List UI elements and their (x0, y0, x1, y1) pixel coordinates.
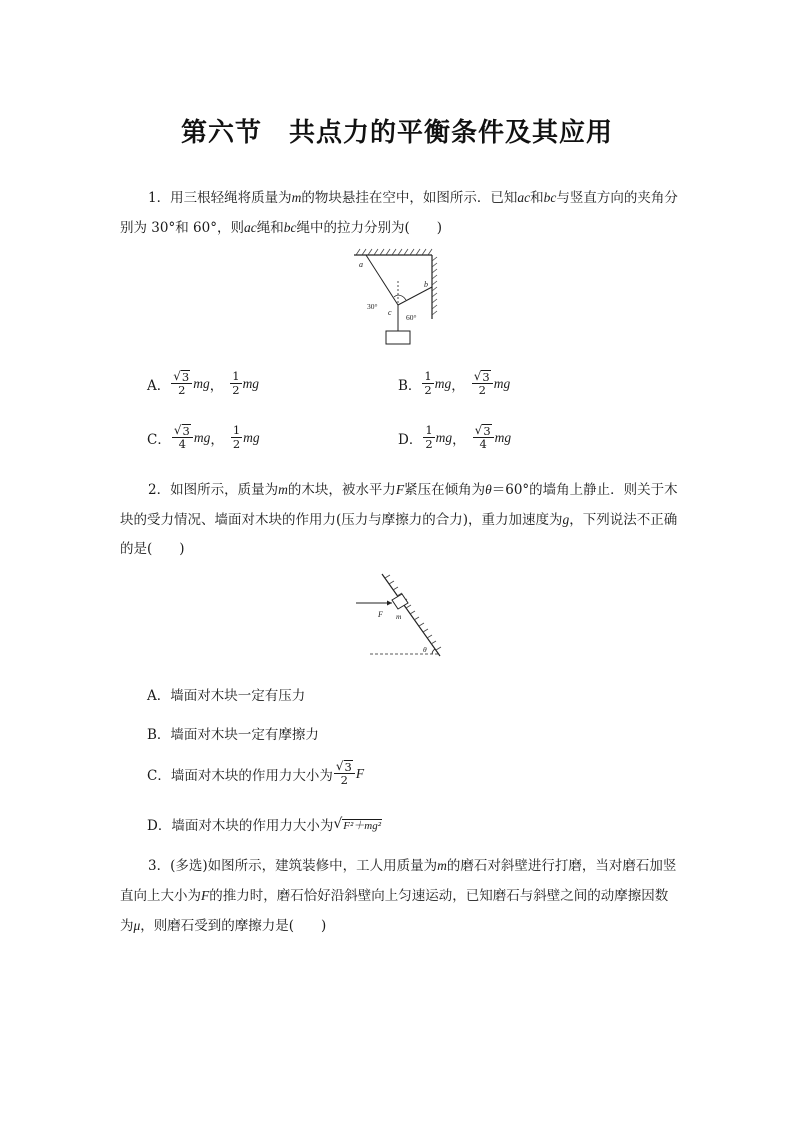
q3-text-c: 的推力时，磨石恰好沿斜壁向上匀速运动，已知磨石与斜壁之间的动摩擦因数为 (120, 888, 669, 934)
q2-label-theta: θ (423, 645, 427, 654)
q1-option-c-frac1: √ 3 4 (172, 424, 193, 451)
q1-option-b-frac1: $\frac{1}{2}$ (424, 369, 432, 397)
q1-block (386, 331, 410, 344)
page-title: 第六节 共点力的平衡条件及其应用 (180, 118, 613, 148)
q1-label-c: c (388, 308, 392, 317)
q2-option-d[interactable] (147, 814, 382, 834)
q2-incline-hatch (385, 575, 441, 650)
q1-option-b-comma: ， (451, 377, 465, 394)
q1-var-bc-2: bc (283, 220, 297, 235)
q1-option-c-mg1: mg (193, 429, 211, 445)
q2-label-F: F (378, 610, 383, 619)
q2-option-b[interactable] (147, 723, 319, 743)
q1-angle-arc-30 (394, 295, 398, 297)
q3-var-m: m (437, 858, 447, 873)
q1-option-c-comma: ， (210, 431, 224, 448)
q1-option-d-frac2: √ 3 4 (473, 424, 494, 451)
q1-option-b-mg2: mg (493, 375, 511, 391)
q2-option-a-text: 墙面对木块一定有压力 (170, 688, 306, 704)
q1-wall-hatch (432, 257, 437, 315)
q1-option-a-comma: ， (209, 377, 224, 394)
q3-text-b: 的磨石对斜壁进行打磨，当对磨石加竖直向上大小为 (120, 858, 677, 904)
q3-var-F: F (201, 888, 210, 903)
question-2-stem (120, 475, 680, 564)
q1-option-d-frac1: $\frac{1}{2}$ (425, 423, 433, 451)
q2-option-c[interactable] (147, 760, 364, 787)
q1-option-b-mg1: mg (434, 375, 452, 391)
q2-option-a[interactable] (147, 684, 305, 704)
q2-option-c-F: F (355, 765, 365, 781)
q1-text-c: 与竖直方向的夹角分别为 30°和 60°，则 (120, 190, 678, 236)
q1-option-a[interactable] (147, 370, 259, 397)
question-3-stem (120, 851, 680, 941)
q1-option-c-mg2: mg (243, 429, 260, 445)
q2-option-b-label: B． (147, 727, 171, 743)
q2-var-g: g (562, 512, 570, 527)
q2-option-c-frac: √ 3 2 (334, 760, 355, 787)
question-1-stem (120, 183, 680, 243)
q1-figure (350, 247, 450, 347)
q1-label-b: b (424, 280, 428, 289)
q1-ceiling-hatch (356, 249, 432, 255)
q1-text-b: 的物块悬挂在空中，如图所示．已知 (301, 190, 518, 206)
q1-option-d-mg2: mg (494, 429, 512, 445)
q2-var-m: m (278, 482, 288, 497)
q2-text-c: 紧压在倾角为 (404, 482, 486, 498)
q2-var-theta: θ (485, 482, 492, 497)
q1-option-c-frac2: $\frac{1}{2}$ (232, 423, 241, 451)
q1-text-and: 和 (530, 190, 544, 206)
q2-option-b-text: 墙面对木块一定有摩擦力 (170, 727, 319, 743)
q1-text-a: 1．用三根轻绳将质量为 (148, 190, 292, 206)
q2-theta-arc (432, 649, 435, 654)
q1-label-60: 60° (406, 313, 417, 322)
q1-option-b-label: B． (398, 377, 422, 394)
q1-option-a-mg2: mg (242, 375, 260, 391)
q1-var-ac-2: ac (243, 220, 257, 235)
q1-option-a-frac1: √ 3 2 (171, 370, 192, 397)
q1-label-a: a (359, 260, 363, 269)
q1-option-b-frac2: √ 3 2 (472, 370, 493, 397)
q1-angle-arc-60 (398, 295, 406, 300)
q1-option-d-comma: ， (452, 431, 466, 448)
q1-var-ac: ac (517, 190, 531, 205)
q1-option-b[interactable] (398, 370, 510, 397)
q1-option-c[interactable] (147, 424, 260, 451)
q2-option-d-text: 墙面对木块的作用力大小为 (171, 818, 334, 834)
q1-option-a-label: A． (147, 377, 171, 394)
q1-var-bc: bc (543, 190, 557, 205)
q1-label-30: 30° (367, 302, 378, 311)
q2-option-c-label: C． (147, 767, 171, 784)
q1-text-e: 绳中的拉力分别为( ) (296, 220, 442, 236)
q1-option-c-label: C． (147, 431, 171, 448)
q2-option-d-label: D． (147, 818, 172, 834)
q1-option-d-mg1: mg (435, 429, 453, 445)
q1-option-d[interactable] (398, 424, 511, 451)
q2-option-d-sqrt: √ F²＋mg² (333, 816, 382, 832)
q1-var-m: m (291, 190, 302, 205)
q1-option-a-frac2: $\frac{1}{2}$ (232, 369, 240, 397)
q3-var-mu: μ (133, 918, 141, 933)
q2-force-arrow-head (387, 601, 392, 606)
q1-option-d-label: D． (398, 431, 423, 448)
q2-option-c-text: 墙面对木块的作用力大小为 (170, 767, 333, 784)
q2-var-F: F (395, 482, 405, 497)
q1-text-d: 绳和 (256, 220, 284, 236)
q1-option-a-mg1: mg (193, 375, 210, 391)
q2-label-m: m (396, 612, 402, 621)
q2-figure (352, 570, 446, 660)
q3-text-a: 3．(多选)如图所示，建筑装修中，工人用质量为 (148, 858, 438, 874)
q1-rope-bc (398, 287, 432, 305)
q2-option-a-label: A． (147, 688, 171, 704)
q2-text-e: ，下列说法不正确的是( ) (120, 512, 678, 557)
q1-rope-ac (366, 255, 398, 305)
q2-text-a: 2．如图所示，质量为 (148, 482, 279, 498)
q2-text-d: ＝60°的墙角上静止．则关于木块的受力情况、墙面对木块的作用力(压力与摩擦力的合力)，重力加速度为 (120, 482, 678, 528)
q3-text-d: ，则磨石受到的摩擦力是( ) (140, 918, 327, 934)
q2-text-b: 的木块，被水平力 (287, 482, 396, 498)
